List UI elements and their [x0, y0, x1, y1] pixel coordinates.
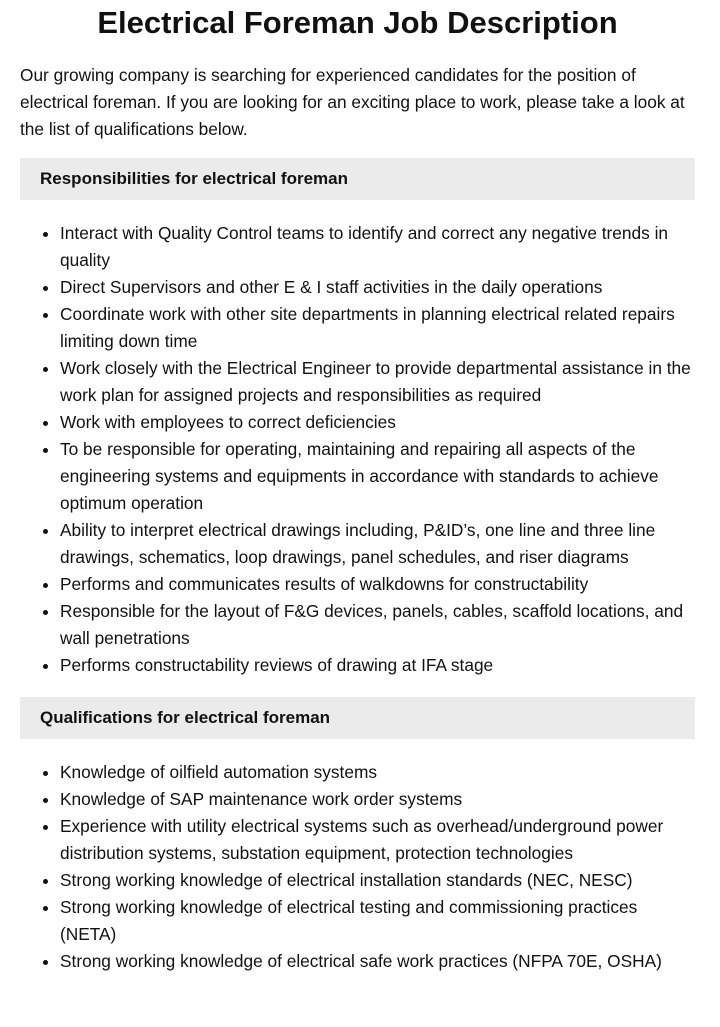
- list-item: • Work closely with the Electrical Engineer to provide departmental assistance in the work plan for assigned projects and responsibilities as required: [60, 355, 695, 409]
- list-item: • Responsible for the layout of F&G devices, panels, cables, scaffold locations, and wall penetrations: [60, 598, 695, 652]
- list-item: • Strong working knowledge of electrical installation standards (NEC, NESC): [60, 867, 695, 894]
- list-item: • Performs constructability reviews of drawing at IFA stage: [60, 652, 695, 679]
- list-item: • Knowledge of SAP maintenance work order systems: [60, 786, 695, 813]
- list-item: • Strong working knowledge of electrical testing and commissioning practices (NETA): [60, 894, 695, 948]
- list-item: • Work with employees to correct deficiencies: [60, 409, 695, 436]
- list-item: • Interact with Quality Control teams to identify and correct any negative trends in quality: [60, 220, 695, 274]
- list-item: • Direct Supervisors and other E & I staff activities in the daily operations: [60, 274, 695, 301]
- list-item: • To be responsible for operating, maintaining and repairing all aspects of the engineering systems and equipments in accordance with standards to achieve optimum operation: [60, 436, 695, 517]
- list-item: • Performs and communicates results of walkdowns for constructability: [60, 571, 695, 598]
- list-item: • Ability to interpret electrical drawings including, P&ID’s, one line and three line drawings, schematics, loop drawings, panel schedules, and riser diagrams: [60, 517, 695, 571]
- responsibilities-list: [20, 220, 695, 679]
- list-item: • Experience with utility electrical systems such as overhead/underground power distribution systems, substation equipment, protection technologies: [60, 813, 695, 867]
- list-item: • Coordinate work with other site departments in planning electrical related repairs limiting down time: [60, 301, 695, 355]
- intro-paragraph: Our growing company is searching for experienced candidates for the position of electrical foreman. If you are looking for an exciting place to work, please take a look at the list of qualifications below.: [20, 65, 685, 139]
- list-item: • Strong working knowledge of electrical safe work practices (NFPA 70E, OSHA): [60, 948, 695, 975]
- responsibilities-heading: Responsibilities for electrical foreman: [20, 158, 695, 200]
- page-title: Electrical Foreman Job Description: [97, 5, 618, 40]
- qualifications-list: [20, 759, 695, 975]
- list-item: • Knowledge of oilfield automation systems: [60, 759, 695, 786]
- qualifications-heading: Qualifications for electrical foreman: [20, 697, 695, 739]
